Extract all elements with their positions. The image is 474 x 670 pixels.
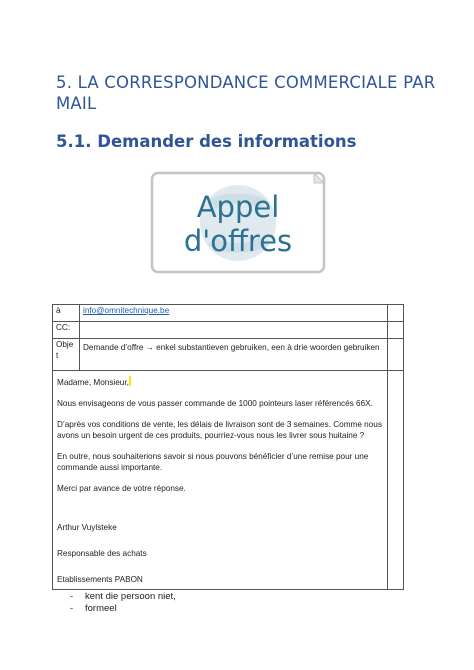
subject-label: Obje t: [53, 339, 80, 371]
body-paragraph-3: En outre, nous souhaiterions savoir si nous pouvons bénéficier d’une remise pour une commande aussi importante.: [57, 452, 369, 472]
to-email-link[interactable]: info@omnitechnique.be: [83, 306, 170, 315]
list-item: - kent die persoon niet,: [70, 591, 176, 602]
appel-doffres-logo: [150, 171, 326, 274]
list-item: - formeel: [70, 603, 117, 614]
bullet-list: [70, 591, 176, 615]
signature-company: Etablissements PABON: [57, 575, 143, 584]
email-template-table: [52, 304, 404, 590]
text-cursor-highlight: [129, 376, 131, 386]
table-cell-empty: [388, 322, 404, 339]
body-paragraph-4: Merci par avance de votre réponse.: [57, 484, 186, 493]
body-paragraph-2: D’après vos conditions de vente, les délais de livraison sont de 3 semaines. Comme nous avons un besoin urgent de ces produits, pourriez-vous nous les livrer sous huitaine ?: [57, 420, 382, 440]
cc-label: CC:: [53, 322, 80, 339]
subsection-heading: 5.1. Demander des informations: [56, 132, 357, 151]
svg-text:d'offres: d'offres: [183, 224, 293, 258]
body-paragraph-1: Nous envisageons de vous passer commande de 1000 pointeurs laser référencés 66X.: [57, 399, 373, 408]
to-label: à: [53, 305, 80, 322]
mail-body: [53, 371, 388, 590]
greeting: Madame, Monsieur,: [57, 378, 129, 387]
table-cell-empty: [388, 371, 404, 590]
section-heading: 5. LA CORRESPONDANCE COMMERCIALE PAR MAIL: [56, 73, 436, 113]
subject-value: Demande d’offre → enkel substantieven gebruiken, een à drie woorden gebruiken: [80, 339, 388, 371]
cc-value: [80, 322, 388, 339]
table-cell-empty: [388, 339, 404, 371]
signature-name: Arthur Vuylsteke: [57, 523, 117, 532]
svg-text:Appel: Appel: [196, 190, 280, 224]
signature-title: Responsable des achats: [57, 549, 147, 558]
table-cell-empty: [388, 305, 404, 322]
signature-block: [57, 522, 383, 585]
